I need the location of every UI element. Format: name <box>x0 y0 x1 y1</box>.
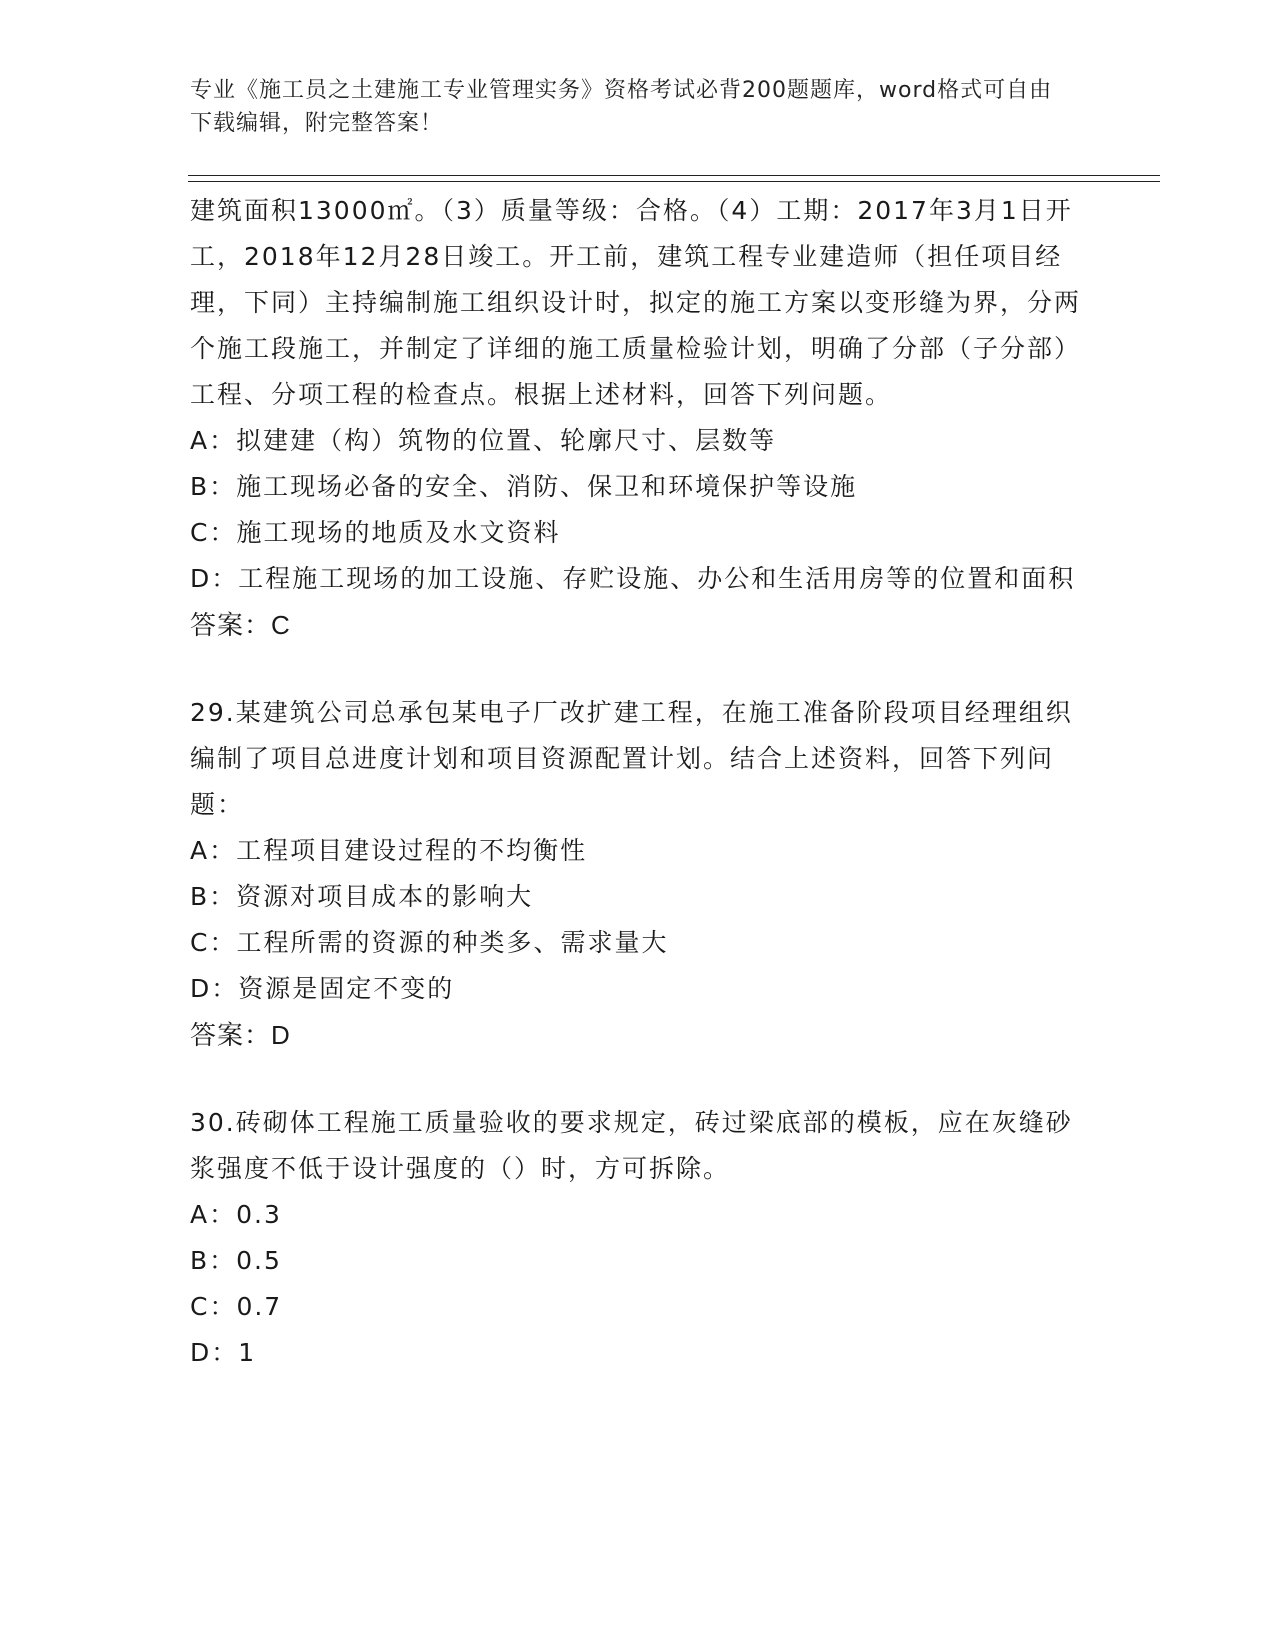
question-stem: 29.某建筑公司总承包某电子厂改扩建工程，在施工准备阶段项目经理组织编制了项目总进度计划和项目资源配置计划。结合上述资料，回答下列问题： <box>190 698 1073 819</box>
option-a: A：拟建建（构）筑物的位置、轮廓尺寸、层数等 <box>190 426 777 455</box>
question-stem: 30.砖砌体工程施工质量验收的要求规定，砖过梁底部的模板，应在灰缝砂浆强度不低于设计强度的（）时，方可拆除。 <box>190 1108 1073 1183</box>
option-d: D：1 <box>190 1338 257 1367</box>
option-d: D：资源是固定不变的 <box>190 974 455 1003</box>
header-rule-top <box>188 175 1160 176</box>
document-header: 专业《施工员之土建施工专业管理实务》资格考试必背200题题库，word格式可自由下载编辑，附完整答案！ <box>190 78 1053 136</box>
spacer <box>190 648 1090 690</box>
question-block <box>190 1100 1090 1376</box>
question-content <box>190 188 1090 1376</box>
option-b: B：0.5 <box>190 1246 282 1275</box>
option-b: B：施工现场必备的安全、消防、保卫和环境保护等设施 <box>190 472 858 501</box>
option-d: D：工程施工现场的加工设施、存贮设施、办公和生活用房等的位置和面积 <box>190 564 1076 593</box>
answer-line: 答案：C <box>190 610 291 640</box>
option-b: B：资源对项目成本的影响大 <box>190 882 534 911</box>
question-block <box>190 188 1090 648</box>
option-c: C：工程所需的资源的种类多、需求量大 <box>190 928 669 957</box>
option-a: A：0.3 <box>190 1200 282 1229</box>
question-stem: 建筑面积13000㎡。（3）质量等级：合格。（4）工期：2017年3月1日开工，2018年12月28日竣工。开工前，建筑工程专业建造师（担任项目经理，下同）主持编制施工组织设计时，拟定的施工方案以变形缝为界，分两个施工段施工，并制定了详细的施工质量检验计划，明确了分部（子分部）工程、分项工程的检查点。根据上述材料，回答下列问题。 <box>190 196 1082 409</box>
option-c: C：施工现场的地质及水文资料 <box>190 518 561 547</box>
header-rule-bottom <box>188 181 1160 182</box>
spacer <box>190 1058 1090 1100</box>
option-a: A：工程项目建设过程的不均衡性 <box>190 836 588 865</box>
question-block <box>190 690 1090 1058</box>
answer-line: 答案：D <box>190 1020 291 1050</box>
option-c: C：0.7 <box>190 1292 283 1321</box>
